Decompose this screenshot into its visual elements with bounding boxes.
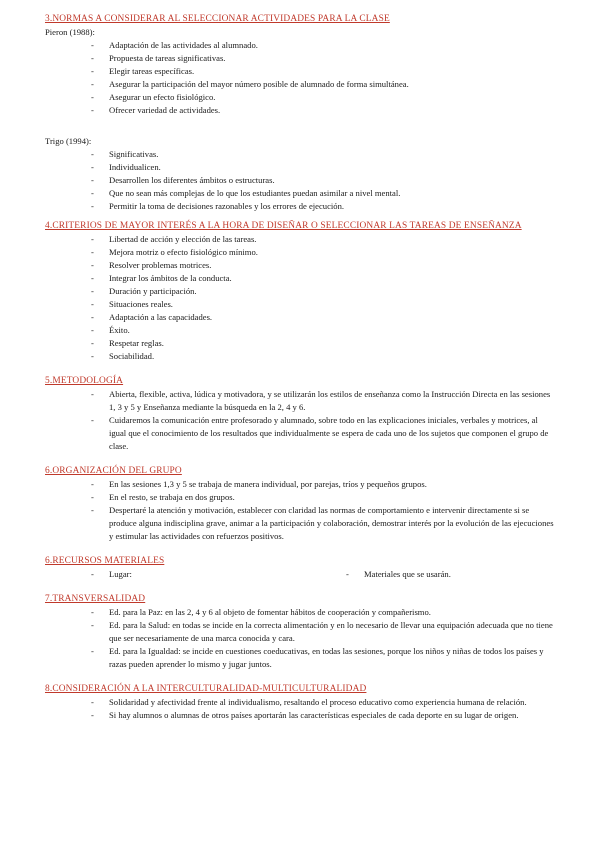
section-heading: 5.METODOLOGÍA: [45, 376, 124, 386]
bullet-list: [45, 388, 555, 453]
bullet-list: [45, 233, 555, 363]
section-heading: 3.NORMAS A CONSIDERAR AL SELECCIONAR ACTIVIDADES PARA LA CLASE: [45, 14, 390, 24]
section-heading: 6.ORGANIZACIÓN DEL GRUPO: [45, 466, 182, 476]
list-item: - Adaptación de las actividades al alumnado.: [45, 39, 555, 52]
bullet-list: [45, 478, 555, 543]
list-item: - Resolver problemas motrices.: [45, 259, 555, 272]
list-item: - Adaptación a las capacidades.: [45, 311, 555, 324]
author-label: Pieron (1988):: [45, 27, 95, 37]
list-item: - Asegurar un efecto fisiológico.: [45, 91, 555, 104]
author-label: Trigo (1994):: [45, 136, 92, 146]
list-item: - Ed. para la Paz: en las 2, 4 y 6 al objeto de fomentar hábitos de cooperación y compañerismo.: [45, 606, 555, 619]
section-heading: 8.CONSIDERACIÓN A LA INTERCULTURALIDAD-MULTICULTURALIDAD: [45, 684, 367, 694]
list-item: - Duración y participación.: [45, 285, 555, 298]
list-item: - Abierta, flexible, activa, lúdica y motivadora, y se utilizarán los estilos de enseñanza como la Instrucción Directa en las sesiones 1, 3 y 5 y Enseñanza mediante la búsqueda en la 2, 4 y 6.: [45, 388, 555, 414]
section-heading: 7.TRANSVERSALIDAD: [45, 594, 146, 604]
section-interculturalidad: [45, 682, 555, 722]
section-organizacion: [45, 464, 555, 543]
list-item: - Materiales que se usarán.: [300, 568, 555, 581]
list-item: - Significativas.: [45, 148, 555, 161]
document-body: [45, 12, 555, 722]
list-item: - Situaciones reales.: [45, 298, 555, 311]
section-recursos: [45, 554, 555, 581]
list-item: - Asegurar la participación del mayor número posible de alumnado de forma simultánea.: [45, 78, 555, 91]
section-normas: [45, 12, 555, 213]
list-item: - Éxito.: [45, 324, 555, 337]
bullet-list: [45, 568, 555, 581]
bullet-list: [45, 606, 555, 671]
list-item: - Ofrecer variedad de actividades.: [45, 104, 555, 117]
section-metodologia: [45, 374, 555, 453]
list-item: - Que no sean más complejas de lo que los estudiantes puedan asimilar a nivel mental.: [45, 187, 555, 200]
bullet-list: [45, 696, 555, 722]
list-item: - Ed. para la Igualdad: se incide en cuestiones coeducativas, en todas las sesiones, porque los niños y niñas de todos los países y razas pueden aprender lo mismo y jugar juntos.: [45, 645, 555, 671]
list-item: - Ed. para la Salud: en todas se incide en la correcta alimentación y en lo necesario de llevar una equipación adecuada que no tiene que ser necesariamente de una marca conocida y cara.: [45, 619, 555, 645]
list-item: - Desarrollen los diferentes ámbitos o estructuras.: [45, 174, 555, 187]
section-transversalidad: [45, 592, 555, 671]
list-item: - Permitir la toma de decisiones razonables y los errores de ejecución.: [45, 200, 555, 213]
bullet-list: [45, 148, 555, 213]
section-heading: 4.CRITERIOS DE MAYOR INTERÉS A LA HORA DE DISEÑAR O SELECCIONAR LAS TAREAS DE ENSEÑANZA: [45, 221, 522, 231]
list-item: - Individualicen.: [45, 161, 555, 174]
list-item: - Integrar los ámbitos de la conducta.: [45, 272, 555, 285]
list-item: - Sociabilidad.: [45, 350, 555, 363]
section-heading: 6.RECURSOS MATERIALES: [45, 556, 165, 566]
list-item: - En el resto, se trabaja en dos grupos.: [45, 491, 555, 504]
list-item: - En las sesiones 1,3 y 5 se trabaja de manera individual, por parejas, tríos y pequeños grupos.: [45, 478, 555, 491]
list-item: - Mejora motriz o efecto fisiológico mínimo.: [45, 246, 555, 259]
list-item: - Elegir tareas específicas.: [45, 65, 555, 78]
section-criterios: [45, 219, 555, 363]
list-item: - Si hay alumnos o alumnas de otros países aportarán las características especiales de cada deporte en su lugar de origen.: [45, 709, 555, 722]
list-item: - Respetar reglas.: [45, 337, 555, 350]
bullet-list: [45, 39, 555, 117]
list-item: - Propuesta de tareas significativas.: [45, 52, 555, 65]
list-item: - Despertaré la atención y motivación, establecer con claridad las normas de comportamiento e intervenir directamente si se produce alguna indisciplina grave, animar a la participación y colaboración, demostrar interés por la evolución de las ejecuciones y estimular las actividades con refuerzos positivos.: [45, 504, 555, 543]
list-item: - Lugar:: [45, 568, 300, 581]
list-item: - Libertad de acción y elección de las tareas.: [45, 233, 555, 246]
list-item: - Solidaridad y afectividad frente al individualismo, resaltando el proceso educativo como experiencia humana de relación.: [45, 696, 555, 709]
list-item: - Cuidaremos la comunicación entre profesorado y alumnado, sobre todo en las explicaciones iniciales, verbales y motrices, al igual que el conocimiento de los resultados que individualmente se espera de cada uno de los sujetos que componen el grupo de clase.: [45, 414, 555, 453]
